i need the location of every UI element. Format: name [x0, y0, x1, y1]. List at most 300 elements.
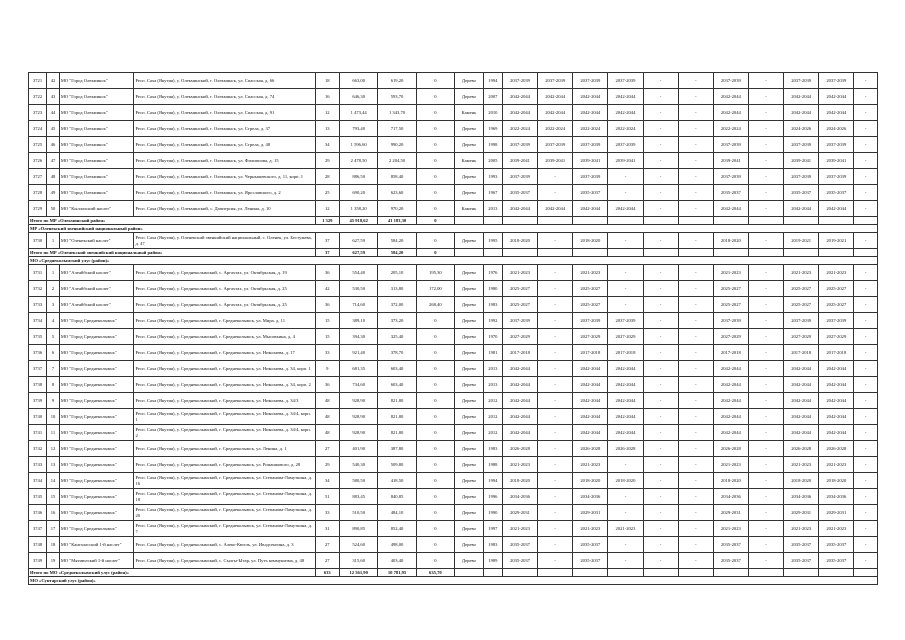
table-cell: - [748, 185, 783, 201]
table-cell: 2042-2044 [573, 425, 608, 441]
table-cell: - [748, 73, 783, 89]
table-cell: 2027-2029 [608, 329, 643, 345]
table-cell: 2042-2044 [819, 409, 854, 425]
table-cell: - [678, 441, 713, 457]
table-cell: 3728 [29, 185, 47, 201]
table-cell: 2025-2027 [573, 281, 608, 297]
table-cell: 2021-2023 [713, 265, 748, 281]
table-cell: 27 [315, 553, 340, 569]
table-cell: 2042-2044 [502, 425, 537, 441]
table-cell: 2017-2018 [819, 345, 854, 361]
table-cell: 2021-2023 [819, 521, 854, 537]
table-cell: МО "Кангаласский 1-й наслег" [59, 537, 134, 553]
table-cell: 3725 [29, 137, 47, 153]
table-cell: Респ. Саха (Якутия), у. Среднеколымский, г. Среднеколымск, ул. Николаева, д. 34/3 [134, 393, 315, 409]
table-cell: 2005 [483, 153, 502, 169]
table-row [29, 185, 878, 201]
table-cell: Дерево [455, 313, 484, 329]
table-cell: - [643, 329, 678, 345]
table-cell [573, 249, 608, 257]
table-cell: 389,10 [340, 313, 378, 329]
table-cell [748, 249, 783, 257]
table-cell: - [748, 137, 783, 153]
table-row [29, 121, 878, 137]
table-cell: - [538, 489, 573, 505]
table-row [29, 89, 878, 105]
table-cell: - [643, 425, 678, 441]
table-cell [784, 217, 819, 225]
table-cell: 2042-2044 [784, 425, 819, 441]
table-cell: Дерево [455, 425, 484, 441]
table-cell: 2042-2044 [608, 105, 643, 121]
table-cell: - [854, 393, 878, 409]
total-label: Итого по МО «Среднеколымский улус (район)» [29, 569, 316, 577]
table-cell: 172,00 [416, 281, 454, 297]
table-cell: - [854, 473, 878, 489]
table-cell: 646,30 [340, 89, 378, 105]
total-value: 41 183,30 [378, 217, 416, 225]
table-cell: - [854, 537, 878, 553]
table-cell: - [748, 505, 783, 521]
table-cell: - [643, 89, 678, 105]
table-cell: 2042-2044 [819, 201, 854, 217]
table-cell: 48 [315, 393, 340, 409]
table-cell: - [854, 553, 878, 569]
table-cell: - [678, 521, 713, 537]
section-header-row [29, 225, 878, 233]
table-cell [455, 569, 484, 577]
table-cell: 313,80 [378, 281, 416, 297]
table-row [29, 553, 878, 569]
table-cell: - [643, 201, 678, 217]
table-cell: 3721 [29, 73, 47, 89]
table-cell: - [678, 425, 713, 441]
total-value: 633 [315, 569, 340, 577]
table-cell: 34 [315, 137, 340, 153]
table-cell: - [608, 169, 643, 185]
table-cell: 3749 [29, 553, 47, 569]
table-cell: 372,00 [378, 297, 416, 313]
table-cell: 2029-2031 [502, 505, 537, 521]
table-cell: - [854, 105, 878, 121]
table-cell: 2025-2027 [502, 297, 537, 313]
table-row [29, 457, 878, 473]
table-cell: 1996 [483, 489, 502, 505]
table-cell: Респ. Саха (Якутия), у. Среднеколымский, с. Аргахтах, ул. Октябрьская, д. 19 [134, 265, 315, 281]
table-cell: - [854, 521, 878, 537]
table-cell: 2021-2023 [784, 521, 819, 537]
table-cell: 2042-2044 [819, 105, 854, 121]
table-cell: МО "Город Олекминск" [59, 169, 134, 185]
table-cell: 2017-2018 [502, 345, 537, 361]
table-cell: 0 [416, 473, 454, 489]
table-cell: Дерево [455, 393, 484, 409]
table-cell: 498,00 [378, 537, 416, 553]
table-row [29, 521, 878, 537]
table-cell: 2012 [483, 393, 502, 409]
table-cell: - [643, 473, 678, 489]
table-cell: 0 [416, 169, 454, 185]
table-cell: - [748, 281, 783, 297]
table-cell: 886,50 [340, 169, 378, 185]
table-cell: 0 [416, 553, 454, 569]
table-cell: - [678, 361, 713, 377]
table-cell: 2039-2041 [538, 153, 573, 169]
table-cell: 2035-2037 [502, 553, 537, 569]
table-cell: Респ. Саха (Якутия), у. Олекминский, г. Олекминск, ул. Ярославского, д. 2 [134, 185, 315, 201]
table-cell: - [854, 169, 878, 185]
table-cell: МО "Город Среднеколымск" [59, 393, 134, 409]
table-cell: 31 [315, 521, 340, 537]
table-cell: 530,50 [340, 281, 378, 297]
table-cell: 2013 [483, 201, 502, 217]
table-cell: МО "Кыллахский наслег" [59, 201, 134, 217]
table-cell: - [678, 169, 713, 185]
table-cell: - [748, 473, 783, 489]
table-row [29, 105, 878, 121]
table-row [29, 297, 878, 313]
table-cell: 2025-2027 [502, 281, 537, 297]
table-cell: 18 [315, 73, 340, 89]
table-cell: 840,85 [378, 489, 416, 505]
table-cell: Дерево [455, 345, 484, 361]
table-cell: 1992 [483, 313, 502, 329]
table-cell: - [854, 281, 878, 297]
table-cell [538, 217, 573, 225]
table-cell: 2037-2039 [573, 169, 608, 185]
table-cell: - [608, 233, 643, 249]
table-cell: - [538, 553, 573, 569]
table-cell: 2037-2039 [502, 313, 537, 329]
table-cell: 2037-2039 [713, 313, 748, 329]
table-cell: 890,85 [340, 521, 378, 537]
table-cell: 33 [315, 345, 340, 361]
table-cell: 2021-2023 [573, 265, 608, 281]
table-cell: - [854, 489, 878, 505]
total-value: 584,20 [378, 249, 416, 257]
table-cell [819, 217, 854, 225]
table-cell: 2007 [483, 89, 502, 105]
table-cell: - [538, 425, 573, 441]
table-cell: 6 [47, 345, 60, 361]
table-cell: Респ. Саха (Якутия), у. Среднеколымский, г. Среднеколымск, ул. Николаева, д. 17 [134, 345, 315, 361]
table-cell: 0 [416, 73, 454, 89]
table-cell: - [748, 521, 783, 537]
table-cell [483, 569, 502, 577]
table-cell: - [748, 169, 783, 185]
table-cell: 2037-2039 [819, 169, 854, 185]
table-cell: - [678, 297, 713, 313]
table-cell: - [748, 153, 783, 169]
table-cell: Респ. Саха (Якутия), у. Олекминский, г. Олекминск, ул. Спасская, д. 66 [134, 73, 315, 89]
table-cell: 1976 [483, 265, 502, 281]
table-cell: 1997 [483, 521, 502, 537]
total-label: Итого по МР «Оленекский эвенкийский национальный район» [29, 249, 316, 257]
table-cell: 2037-2039 [819, 73, 854, 89]
table-cell: Респ. Саха (Якутия), у. Оленекский эвенкийский национальный, с. Оленек, ул. Бестужева, д. 47 [134, 233, 315, 249]
table-cell: 0 [416, 521, 454, 537]
table-cell: Респ. Саха (Якутия), у. Среднеколымский, г. Среднеколымск, ул. Степанова-Ламуткина, д. 7 [134, 521, 315, 537]
table-cell: 0 [416, 393, 454, 409]
table-body [29, 73, 878, 585]
table-cell: 9 [315, 361, 340, 377]
table-row [29, 265, 878, 281]
table-cell: - [854, 89, 878, 105]
table-cell: 2037-2039 [608, 73, 643, 89]
table-cell: 2034-2036 [573, 489, 608, 505]
table-cell: 2035-2037 [784, 537, 819, 553]
table-cell: 2018-2020 [713, 233, 748, 249]
table-cell: 29 [315, 457, 340, 473]
table-cell: 13 [315, 121, 340, 137]
table-cell: - [538, 457, 573, 473]
table-cell: Респ. Саха (Якутия), у. Олекминский, г. Олекминск, ул. Чернышевского, д. 11, корп. 1 [134, 169, 315, 185]
table-cell: 510,50 [340, 505, 378, 521]
table-cell: 1 358,20 [340, 201, 378, 217]
table-cell: 2042-2044 [502, 201, 537, 217]
table-cell: 3723 [29, 105, 47, 121]
table-row [29, 137, 878, 153]
table-cell: 3735 [29, 329, 47, 345]
table-cell [678, 569, 713, 577]
table-cell: Дерево [455, 185, 484, 201]
table-cell: Респ. Саха (Якутия), у. Олекминский, с. Дапперсия, ул. Ленина, д. 10 [134, 201, 315, 217]
table-row [29, 345, 878, 361]
total-value: 1 329 [315, 217, 340, 225]
table-cell: МО "Оленекский наслег" [59, 233, 134, 249]
table-cell: - [538, 169, 573, 185]
table-cell: 928,90 [340, 393, 378, 409]
table-cell: - [678, 73, 713, 89]
table-cell: 29 [315, 153, 340, 169]
table-cell: Камень [455, 153, 484, 169]
table-cell: - [538, 393, 573, 409]
table-cell: 2027-2029 [713, 329, 748, 345]
table-cell: 1970 [483, 329, 502, 345]
table-cell: 2026-2028 [784, 441, 819, 457]
table-cell: 2042-2044 [608, 393, 643, 409]
table-cell [784, 249, 819, 257]
table-cell: 2017-2018 [608, 345, 643, 361]
table-cell: 2017-2018 [784, 345, 819, 361]
table-cell: МО "Город Среднеколымск" [59, 441, 134, 457]
table-cell: - [538, 537, 573, 553]
table-cell: 0 [416, 377, 454, 393]
table-cell: - [538, 441, 573, 457]
table-cell: - [854, 265, 878, 281]
table-cell: 2012 [483, 409, 502, 425]
table-cell: 3741 [29, 425, 47, 441]
table-cell: 48 [315, 409, 340, 425]
total-value: 0 [416, 249, 454, 257]
table-cell: 0 [416, 153, 454, 169]
table-cell: 28 [315, 169, 340, 185]
table-cell: Респ. Саха (Якутия), у. Среднеколымский, г. Среднеколымск, ул. Николаева, д. 34, корп. 1 [134, 361, 315, 377]
table-cell: 2013 [483, 377, 502, 393]
table-cell: МО "Город Среднеколымск" [59, 505, 134, 521]
table-cell: 2025-2027 [819, 281, 854, 297]
table-cell: 2027-2029 [819, 329, 854, 345]
table-cell: 2042-2044 [502, 393, 537, 409]
table-cell: 1 [47, 233, 60, 249]
table-cell: 8 [47, 377, 60, 393]
table-cell: Респ. Саха (Якутия), у. Среднеколымский, с. Аргахтах, ул. Октябрьская, д. 25 [134, 297, 315, 313]
table-cell: 714,60 [340, 297, 378, 313]
table-cell: - [538, 265, 573, 281]
table-cell: 2037-2039 [538, 137, 573, 153]
table-row [29, 537, 878, 553]
table-cell: Респ. Саха (Якутия), у. Среднеколымский, г. Среднеколымск, ул. Степанова-Ламуткина, д. 20 [134, 505, 315, 521]
table-cell: 5 [47, 329, 60, 345]
table-cell: МО "Алеайбский наслег" [59, 265, 134, 281]
table-cell: 2042-2044 [538, 105, 573, 121]
table-cell: 2042-2044 [713, 105, 748, 121]
table-cell: 990,20 [378, 137, 416, 153]
table-cell: 195,30 [416, 265, 454, 281]
table-cell: - [678, 137, 713, 153]
table-cell: - [748, 393, 783, 409]
table-cell: 401,90 [340, 441, 378, 457]
table-cell: 2019-2021 [819, 233, 854, 249]
table-cell: 793,40 [340, 121, 378, 137]
table-cell: 2042-2044 [502, 377, 537, 393]
table-cell: 15 [315, 329, 340, 345]
table-cell: - [643, 137, 678, 153]
table-cell: - [643, 489, 678, 505]
table-cell: 619,20 [378, 73, 416, 89]
table-cell: - [608, 185, 643, 201]
table-cell: 2037-2039 [573, 313, 608, 329]
table-cell [819, 249, 854, 257]
table-cell: 14 [47, 473, 60, 489]
table-cell: - [748, 297, 783, 313]
total-value: 12 561,90 [340, 569, 378, 577]
table-cell: 2027-2029 [784, 329, 819, 345]
table-cell: 3733 [29, 297, 47, 313]
table-cell: 2037-2039 [608, 313, 643, 329]
table-cell: 2021-2023 [502, 457, 537, 473]
table-cell [748, 569, 783, 577]
table-cell: 540,30 [340, 457, 378, 473]
total-value: 37 [315, 249, 340, 257]
table-cell: Дерево [455, 409, 484, 425]
table-cell: - [678, 89, 713, 105]
table-cell: 2042-2044 [608, 89, 643, 105]
table-cell: - [748, 361, 783, 377]
table-row [29, 425, 878, 441]
table-cell: 2037-2039 [573, 137, 608, 153]
table-cell: 2034-2036 [713, 489, 748, 505]
table-cell: - [678, 201, 713, 217]
table-cell: 0 [416, 201, 454, 217]
table-cell: 19 [47, 553, 60, 569]
table-row [29, 233, 878, 249]
table-cell: - [678, 313, 713, 329]
table-cell [643, 569, 678, 577]
table-row [29, 393, 878, 409]
table-cell: 2 [47, 281, 60, 297]
table-cell: 2025-2027 [713, 281, 748, 297]
table-cell: 2026-2028 [819, 441, 854, 457]
table-cell: Дерево [455, 297, 484, 313]
table-cell: 2037-2039 [713, 169, 748, 185]
table-cell: - [643, 105, 678, 121]
table-cell: 2042-2044 [819, 377, 854, 393]
table-cell: 2026-2028 [502, 441, 537, 457]
table-cell: 2035-2037 [784, 185, 819, 201]
table-cell: 2035-2037 [819, 185, 854, 201]
table-cell: - [538, 233, 573, 249]
table-cell: 0 [416, 425, 454, 441]
table-cell [854, 249, 878, 257]
table-cell: 623,60 [378, 185, 416, 201]
table-cell: МО "Город Среднеколымск" [59, 457, 134, 473]
table-cell: - [678, 409, 713, 425]
table-cell: 2042-2044 [502, 89, 537, 105]
table-cell: 44 [47, 105, 60, 121]
table-cell: 1967 [483, 185, 502, 201]
table-cell: - [678, 457, 713, 473]
table-cell [538, 249, 573, 257]
table-cell: - [538, 361, 573, 377]
table-cell: 325,40 [378, 329, 416, 345]
table-cell: - [678, 233, 713, 249]
table-cell: - [854, 505, 878, 521]
table-cell: 3746 [29, 505, 47, 521]
table-cell: - [678, 121, 713, 137]
table-cell: 2042-2044 [784, 361, 819, 377]
table-cell: 3737 [29, 361, 47, 377]
table-cell: 524,60 [340, 537, 378, 553]
table-cell: - [643, 393, 678, 409]
table-cell: 2042-2044 [713, 361, 748, 377]
table-cell: 2 478,50 [340, 153, 378, 169]
table-cell: Респ. Саха (Якутия), у. Среднеколымский, г. Среднеколымск, ул. Мысовкина, д. 4 [134, 329, 315, 345]
table-cell: 2035-2037 [819, 553, 854, 569]
table-cell: 2042-2044 [819, 393, 854, 409]
table-cell: Камень [455, 105, 484, 121]
table-cell: 2029-2031 [819, 505, 854, 521]
table-cell: - [678, 265, 713, 281]
table-cell: 2018-2020 [608, 473, 643, 489]
table-cell: МО "Город Олекминск" [59, 153, 134, 169]
table-cell: 1981 [483, 345, 502, 361]
table-cell: 2042-2044 [573, 393, 608, 409]
table-cell: 3745 [29, 489, 47, 505]
table-cell: 1994 [483, 73, 502, 89]
table-cell: 1983 [483, 537, 502, 553]
table-cell: 3743 [29, 457, 47, 473]
total-value: 635,70 [416, 569, 454, 577]
table-cell: МО "Город Среднеколымск" [59, 345, 134, 361]
table-cell: 2042-2044 [538, 201, 573, 217]
table-cell: 205,10 [378, 265, 416, 281]
table-cell: - [643, 233, 678, 249]
table-cell: - [678, 185, 713, 201]
table-cell: Дерево [455, 89, 484, 105]
table-cell: 1983 [483, 441, 502, 457]
table-cell [573, 569, 608, 577]
table-cell: 2039-2041 [713, 153, 748, 169]
table-cell: Дерево [455, 169, 484, 185]
table-cell: 11 [47, 425, 60, 441]
table-cell: - [678, 553, 713, 569]
table-cell: 15 [47, 489, 60, 505]
table-cell: 2039-2041 [819, 153, 854, 169]
table-row [29, 409, 878, 425]
table-cell: 25 [315, 185, 340, 201]
table-cell: 2035-2037 [573, 185, 608, 201]
